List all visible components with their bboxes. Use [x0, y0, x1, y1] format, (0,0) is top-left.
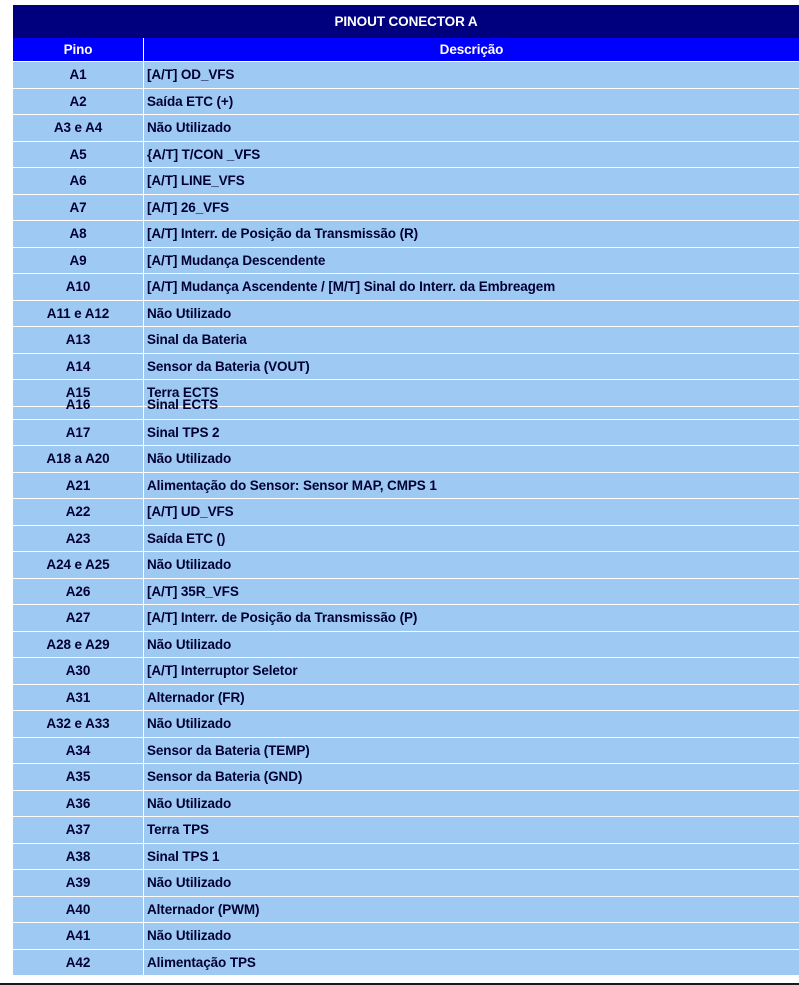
pin-label: A23 [65, 530, 91, 546]
pin-label: A15 [65, 385, 91, 401]
description-label: Não Utilizado [147, 451, 232, 467]
pin-cell [13, 89, 144, 116]
table-row [13, 420, 799, 447]
table-row [13, 817, 799, 844]
description-cell [144, 579, 799, 606]
table-row [13, 407, 799, 420]
pin-label: A34 [65, 742, 91, 758]
pin-label: A41 [65, 928, 91, 944]
description-cell [144, 248, 799, 275]
description-cell [144, 142, 799, 169]
description-label: Não Utilizado [147, 120, 232, 136]
description-label: [A/T] Mudança Ascendente / [M/T] Sinal do Interr. da Embreagem [147, 279, 556, 295]
description-label: Sensor da Bateria (GND) [147, 769, 303, 785]
table-row [13, 499, 799, 526]
table-title-row [13, 5, 799, 38]
table-body [13, 62, 799, 976]
pin-label: A18 a A20 [46, 451, 110, 467]
pin-cell [13, 685, 144, 712]
table-row [13, 844, 799, 871]
description-label: [A/T] OD_VFS [147, 67, 235, 83]
description-label: Não Utilizado [147, 636, 232, 652]
description-label: [A/T] UD_VFS [147, 504, 234, 520]
table-row [13, 221, 799, 248]
description-cell [144, 764, 799, 791]
table-row [13, 658, 799, 685]
pin-cell [13, 168, 144, 195]
pin-cell [13, 738, 144, 765]
description-cell [144, 950, 799, 977]
pin-cell [13, 817, 144, 844]
table-row [13, 142, 799, 169]
pin-cell [13, 115, 144, 142]
table-row [13, 950, 799, 977]
pin-cell [13, 579, 144, 606]
table-row [13, 115, 799, 142]
description-label: Alternador (FR) [147, 689, 245, 705]
description-label: Sinal ECTS [147, 396, 219, 412]
table-row [13, 274, 799, 301]
table-row [13, 327, 799, 354]
header-pin: Pino [13, 38, 144, 62]
pin-cell [13, 499, 144, 526]
pin-label: A28 e A29 [46, 636, 110, 652]
description-cell [144, 711, 799, 738]
pin-label: A1 [69, 67, 87, 83]
pinout-table [13, 5, 799, 976]
pin-label: A10 [65, 279, 91, 295]
description-cell [144, 658, 799, 685]
pin-cell [13, 248, 144, 275]
pin-label: A6 [69, 173, 87, 189]
pin-cell [13, 473, 144, 500]
table-row [13, 552, 799, 579]
pin-cell [13, 195, 144, 222]
description-label: Terra ECTS [147, 385, 219, 401]
pin-label: A2 [69, 93, 87, 109]
pin-label: A13 [65, 332, 91, 348]
table-row [13, 897, 799, 924]
table-row [13, 446, 799, 473]
pin-cell [13, 62, 144, 89]
description-label: Sinal da Bateria [147, 332, 247, 348]
description-cell [144, 168, 799, 195]
description-cell [144, 817, 799, 844]
description-label: Sinal TPS 1 [147, 848, 220, 864]
description-cell [144, 870, 799, 897]
description-cell [144, 923, 799, 950]
description-cell [144, 526, 799, 553]
pin-cell [13, 711, 144, 738]
description-label: [A/T] LINE_VFS [147, 173, 245, 189]
pin-cell [13, 870, 144, 897]
description-cell [144, 274, 799, 301]
pin-cell [13, 274, 144, 301]
description-label: Não Utilizado [147, 795, 232, 811]
pin-cell [13, 897, 144, 924]
table-row [13, 380, 799, 407]
description-label: [A/T] Interr. de Posição da Transmissão (R) [147, 226, 419, 242]
table-header-row [13, 38, 799, 62]
pin-label: A36 [65, 795, 91, 811]
pin-cell [13, 446, 144, 473]
description-cell [144, 791, 799, 818]
table-row [13, 711, 799, 738]
pin-label: A37 [65, 822, 91, 838]
table-row [13, 168, 799, 195]
description-label: Sensor da Bateria (TEMP) [147, 742, 310, 758]
description-cell [144, 844, 799, 871]
pin-label: A5 [69, 146, 87, 162]
table-row [13, 579, 799, 606]
pin-cell [13, 950, 144, 977]
description-label: Alimentação do Sensor: Sensor MAP, CMPS 1 [147, 477, 437, 493]
pin-cell [13, 923, 144, 950]
pin-label: A22 [65, 504, 91, 520]
pin-label: A38 [65, 848, 91, 864]
description-label: [A/T] 35R_VFS [147, 583, 239, 599]
pin-label: A42 [65, 954, 91, 970]
description-cell [144, 685, 799, 712]
pin-cell [13, 791, 144, 818]
description-label: Saída ETC (+) [147, 93, 234, 109]
description-cell [144, 195, 799, 222]
table-row [13, 870, 799, 897]
pin-label: A8 [69, 226, 87, 242]
description-label: Terra TPS [147, 822, 209, 838]
table-row [13, 248, 799, 275]
pin-cell [13, 420, 144, 447]
description-label: [A/T] Interr. de Posição da Transmissão (P) [147, 610, 418, 626]
pin-label: A35 [65, 769, 91, 785]
pin-label: A32 e A33 [46, 716, 110, 732]
description-label: Alternador (PWM) [147, 901, 260, 917]
table-row [13, 301, 799, 328]
table-row [13, 632, 799, 659]
description-label: Não Utilizado [147, 875, 232, 891]
table-row [13, 62, 799, 89]
description-label: Não Utilizado [147, 305, 232, 321]
description-cell [144, 552, 799, 579]
pin-label: A14 [65, 358, 91, 374]
table-row [13, 354, 799, 381]
table-title: PINOUT CONECTOR A [13, 5, 799, 38]
description-label: Alimentação TPS [147, 954, 256, 970]
pin-label: A3 e A4 [53, 120, 103, 136]
pin-label: A39 [65, 875, 91, 891]
pin-cell [13, 658, 144, 685]
description-cell [144, 897, 799, 924]
description-label: Sensor da Bateria (VOUT) [147, 358, 310, 374]
pin-label: A30 [65, 663, 91, 679]
description-label: Não Utilizado [147, 557, 232, 573]
pin-label: A9 [69, 252, 87, 268]
table-row [13, 89, 799, 116]
pin-cell [13, 764, 144, 791]
description-label: {A/T] T/CON _VFS [147, 146, 261, 162]
description-cell [144, 632, 799, 659]
description-cell [144, 327, 799, 354]
description-cell [144, 396, 799, 420]
description-cell [144, 221, 799, 248]
pin-label: A26 [65, 583, 91, 599]
description-label: Saída ETC () [147, 530, 226, 546]
description-label: Não Utilizado [147, 928, 232, 944]
pin-label: A11 e A12 [46, 305, 110, 321]
pin-label: A40 [65, 901, 91, 917]
description-cell [144, 446, 799, 473]
table-row [13, 605, 799, 632]
description-cell [144, 605, 799, 632]
pin-cell [13, 396, 144, 420]
table-row [13, 738, 799, 765]
pin-cell [13, 354, 144, 381]
pin-label: A16 [65, 396, 91, 412]
pin-cell [13, 301, 144, 328]
pin-cell [13, 552, 144, 579]
pin-label: A31 [65, 689, 91, 705]
pin-cell [13, 844, 144, 871]
pin-cell [13, 605, 144, 632]
table-row [13, 791, 799, 818]
pin-cell [13, 142, 144, 169]
table-row [13, 526, 799, 553]
description-cell [144, 354, 799, 381]
pin-label: A17 [65, 424, 91, 440]
table-row [13, 473, 799, 500]
description-cell [144, 380, 799, 412]
table-row [13, 685, 799, 712]
pin-label: A21 [65, 477, 91, 493]
pin-cell [13, 327, 144, 354]
pin-cell [13, 221, 144, 248]
header-description: Descrição [144, 38, 799, 62]
description-label: [A/T] Interruptor Seletor [147, 663, 298, 679]
pin-cell [13, 526, 144, 553]
pin-label: A7 [69, 199, 87, 215]
description-cell [144, 738, 799, 765]
pin-label: A24 e A25 [46, 557, 110, 573]
pin-cell [13, 632, 144, 659]
table-row [13, 764, 799, 791]
description-label: [A/T] 26_VFS [147, 199, 230, 215]
description-label: [A/T] Mudança Descendente [147, 252, 326, 268]
description-cell [144, 473, 799, 500]
description-cell [144, 301, 799, 328]
description-label: Sinal TPS 2 [147, 424, 220, 440]
pin-label: A27 [65, 610, 91, 626]
description-cell [144, 499, 799, 526]
description-cell [144, 420, 799, 447]
table-row [13, 923, 799, 950]
description-cell [144, 115, 799, 142]
description-cell [144, 89, 799, 116]
table-row [13, 195, 799, 222]
description-cell [144, 62, 799, 89]
description-label: Não Utilizado [147, 716, 232, 732]
